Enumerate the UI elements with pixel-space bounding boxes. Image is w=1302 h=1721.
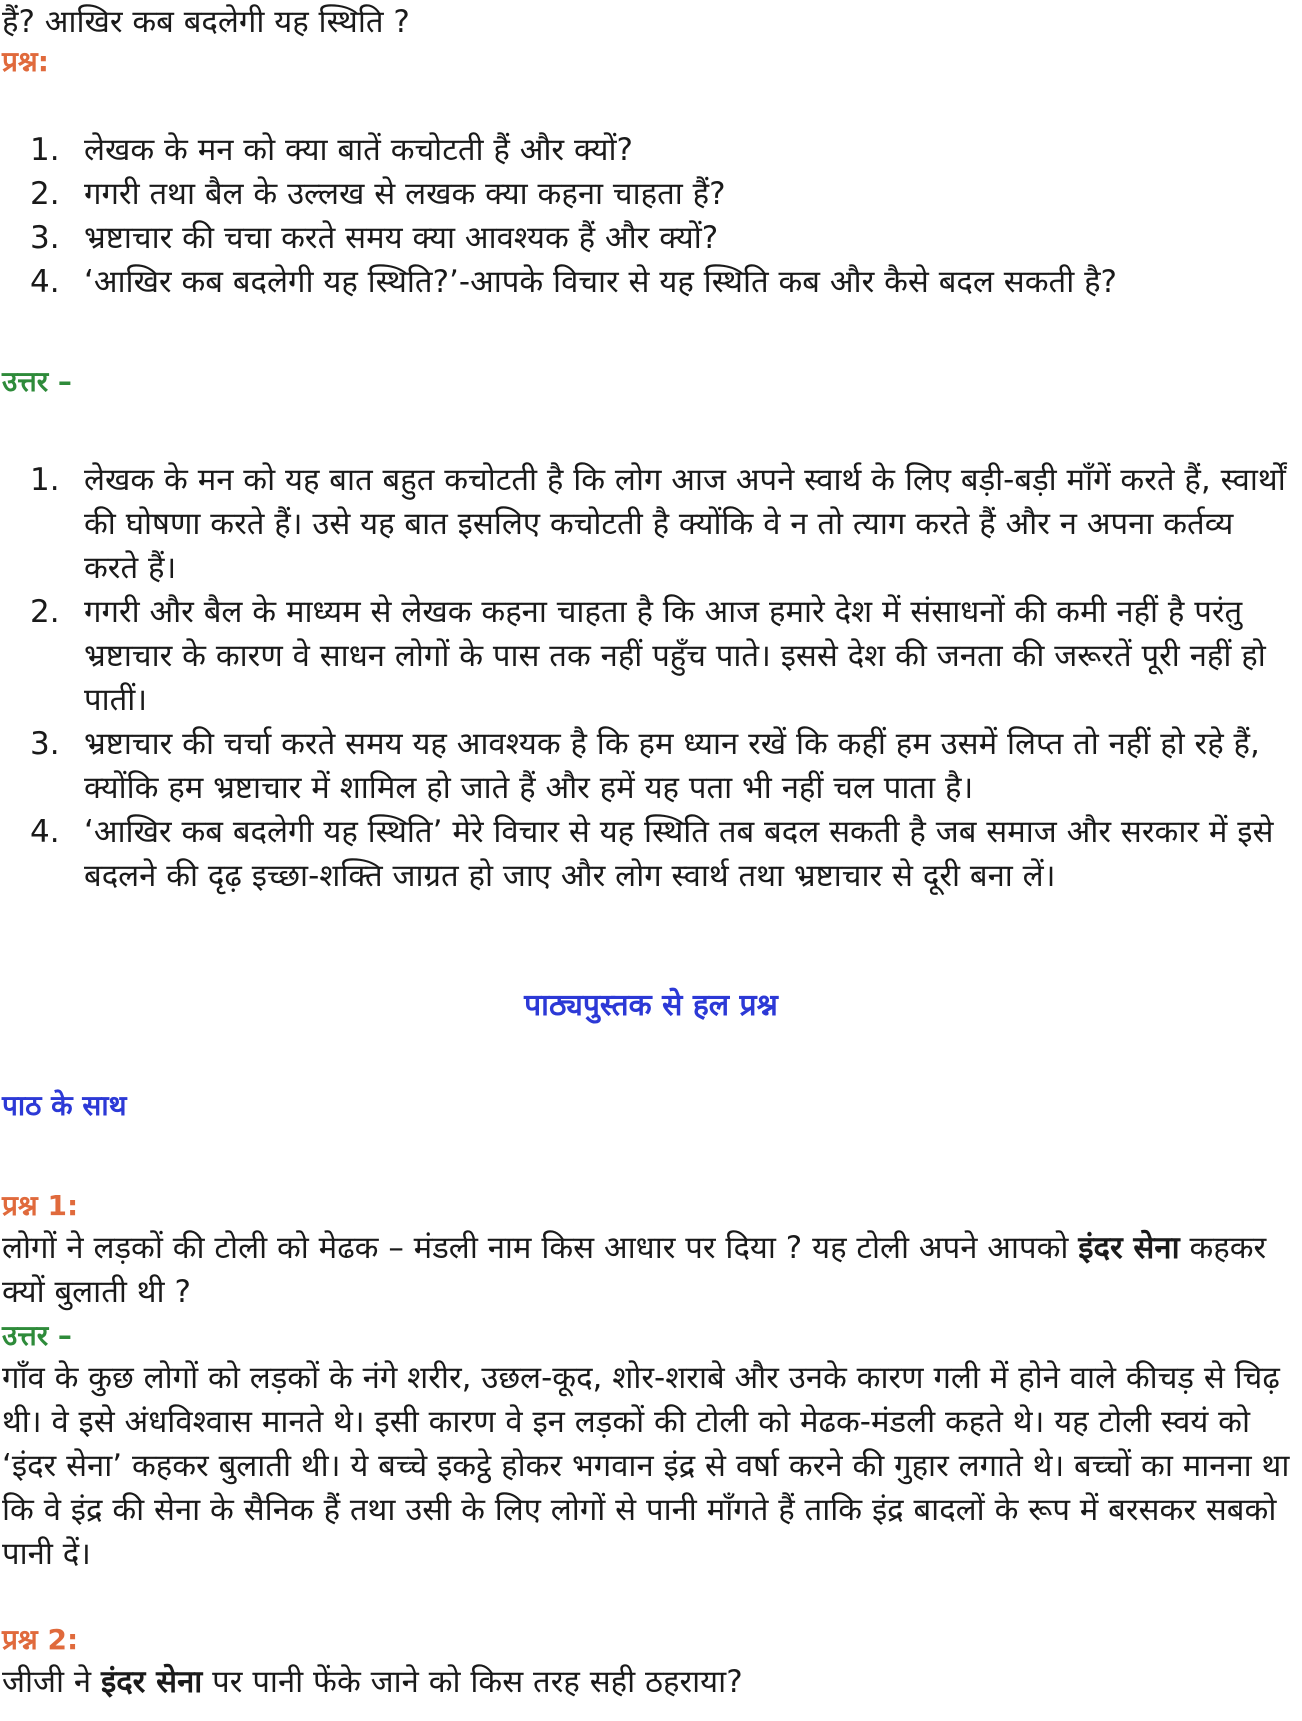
list-item: 3. भ्रष्टाचार की चर्चा करते समय यह आवश्यक है कि हम ध्यान रखें कि कहीं हम उसमें लिप्त तो नहीं हो रहे हैं, क्योंकि हम भ्रष्टाचार में शामिल हो जाते हैं और हमें यह पता भी नहीं चल पाता है। (30, 726, 1260, 806)
answer-1-heading: उत्तर – (2, 1319, 72, 1352)
question-1-heading: प्रश्न 1: (2, 1189, 79, 1222)
continued-question-line: हैं? आखिर कब बदलेगी यह स्थिति ? (2, 4, 410, 40)
list-item: 4. ‘आखिर कब बदलेगी यह स्थिति?’-आपके विचार से यह स्थिति कब और कैसे बदल सकती है? (30, 264, 1117, 300)
question-1-text: लोगों ने लड़कों की टोली को मेढक – मंडली नाम किस आधार पर दिया ? यह टोली अपने आपको इंदर सेना कहकर क्यों बुलाती थी ? (2, 1230, 1267, 1310)
list-item: 1. लेखक के मन को क्या बातें कचोटती हैं और क्यों? (30, 132, 633, 168)
answer-1-text: गाँव के कुछ लोगों को लड़कों के नंगे शरीर, उछल-कूद, शोर-शराबे और उनके कारण गली में होने वाले कीचड़ से चिढ़ थी। वे इसे अंधविश्वास मानते थे। इसी कारण वे इन लड़कों की टोली को मेढक-मंडली कहते थे। यह टोली स्वयं को ‘इंदर सेना’ कहकर बुलाती थी। ये बच्चे इकट्ठे होकर भगवान इंद्र से वर्षा करने की गुहार लगाते थे। बच्चों का मानना था कि वे इंद्र की सेना के सैनिक हैं तथा उसी के लिए लोगों से पानी माँगते हैं ताकि इंद्र बादलों के रूप में बरसकर सबको पानी दें। (2, 1360, 1290, 1572)
list-item: 3. भ्रष्टाचार की चचा करते समय क्या आवश्यक हैं और क्यों? (30, 220, 719, 256)
question-2-text: जीजी ने इंदर सेना पर पानी फेंके जाने को किस तरह सही ठहराया? (2, 1664, 743, 1700)
answer-heading: उत्तर – (2, 365, 72, 398)
list-item: 1. लेखक के मन को यह बात बहुत कचोटती है कि लोग आज अपने स्वार्थ के लिए बड़ी-बड़ी माँगें करते हैं, स्वार्थों की घोषणा करते हैं। उसे यह बात इसलिए कचोटती है क्योंकि वे न तो त्याग करते हैं और न अपना कर्तव्य करते हैं। (30, 462, 1286, 586)
question-heading: प्रश्न: (2, 45, 49, 78)
section-title: पाठ्यपुस्तक से हल प्रश्न (524, 988, 778, 1023)
list-item: 2. गगरी तथा बैल के उल्लख से लखक क्या कहना चाहता हैं? (30, 176, 726, 212)
answer-list (30, 458, 1290, 898)
subsection-title: पाठ के साथ (2, 1089, 127, 1122)
question-2-heading: प्रश्न 2: (2, 1623, 79, 1656)
question-list (30, 128, 1290, 304)
list-item: 4. ‘आखिर कब बदलेगी यह स्थिति’ मेरे विचार से यह स्थिति तब बदल सकती है जब समाज और सरकार में इसे बदलने की दृढ़ इच्छा-शक्ति जाग्रत हो जाए और लोग स्वार्थ तथा भ्रष्टाचार से दूरी बना लें। (30, 814, 1274, 894)
list-item: 2. गगरी और बैल के माध्यम से लेखक कहना चाहता है कि आज हमारे देश में संसाधनों की कमी नहीं है परंतु भ्रष्टाचार के कारण वे साधन लोगों के पास तक नहीं पहुँच पाते। इससे देश की जनता की जरूरतें पूरी नहीं हो पातीं। (30, 594, 1266, 718)
